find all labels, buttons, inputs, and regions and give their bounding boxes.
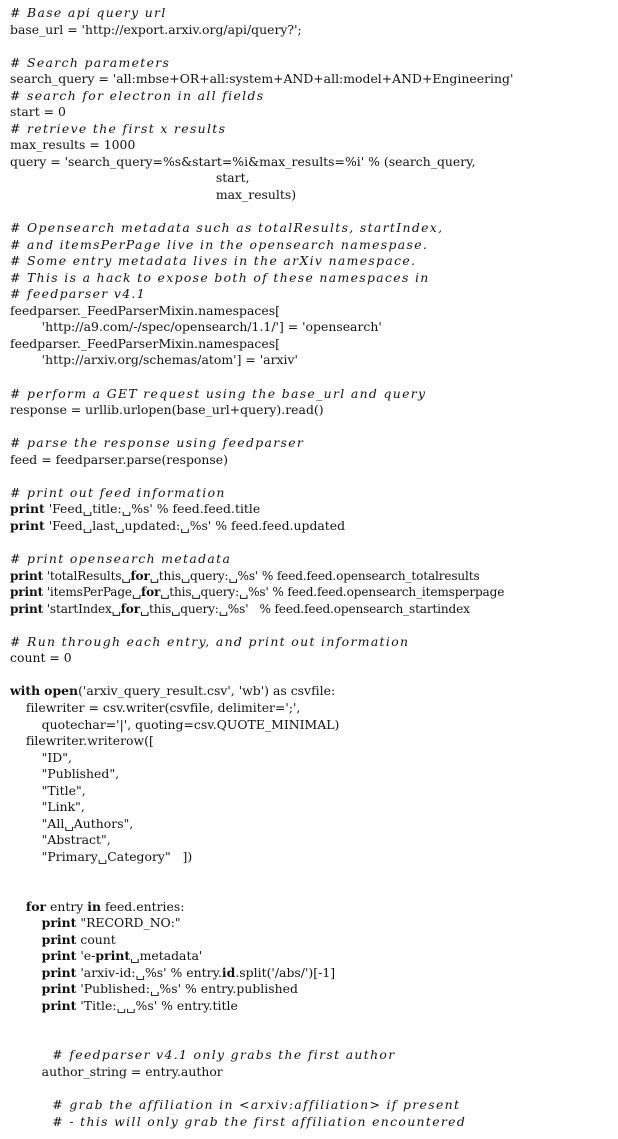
code-line (10, 38, 614, 55)
code-line: author_string = entry.author (10, 1064, 223, 1079)
keyword: print (41, 915, 77, 931)
code-line: 'http://arxiv.org/schemas/atom'] = 'arxiv' (10, 352, 298, 368)
code-listing (10, 5, 614, 1130)
keyword: print (41, 931, 77, 947)
code-line: start = 0 (10, 104, 66, 120)
keyword: print (41, 964, 77, 980)
code-line: print 'startIndex␣for␣this␣query:␣%s' % feed.feed.opensearch_startindex (10, 601, 470, 616)
code-line: 'http://a9.com/-/spec/opensearch/1.1/'] = 'opensearch' (10, 319, 382, 335)
keyword: print (10, 601, 44, 616)
keyword: for (120, 601, 140, 616)
code-line: feedparser._FeedParserMixin.namespaces[ (10, 302, 280, 318)
code-line: "Published", (10, 766, 120, 782)
code-line: "Title", (10, 782, 86, 798)
code-line: print 'Published:␣%s' % entry.published (41, 981, 298, 997)
keyword: print (95, 948, 131, 964)
code-line: "Primary␣Category" ]) (10, 848, 193, 864)
code-line: response = urllib.urlopen(base_url+query).read() (10, 402, 324, 418)
code-line (10, 468, 614, 485)
code-line: base_url = 'http://export.arxiv.org/api/query?'; (10, 21, 302, 37)
code-line: # Opensearch metadata such as totalResults, startIndex, (10, 220, 444, 236)
code-line: filewriter.writerow([ (10, 733, 154, 749)
code-line: # perform a GET request using the base_url and query (10, 385, 427, 401)
code-line: # print out feed information (10, 484, 226, 500)
code-line: query = 'search_query=%s&start=%i&max_results=%i' % (search_query, (10, 153, 476, 169)
keyword: print (10, 568, 44, 583)
code-line: # Some entry metadata lives in the arXiv namespace. (10, 253, 417, 269)
code-line: filewriter = csv.writer(csvfile, delimiter=';', (10, 699, 301, 715)
keyword: print (10, 517, 45, 533)
code-line: # Search parameters (10, 54, 171, 70)
code-line: count = 0 (10, 650, 72, 666)
code-line: print 'Feed␣last␣updated:␣%s' % feed.feed.updated (10, 517, 346, 533)
keyword: print (10, 585, 44, 600)
code-line: # Run through each entry, and print out information (10, 633, 410, 649)
code-line (10, 535, 614, 552)
code-line (10, 1031, 614, 1048)
keyword: for (130, 568, 150, 583)
code-line: search_query = 'all:mbse+OR+all:system+AND+all:model+AND+Engineering' (10, 71, 514, 87)
code-line: print 'totalResults␣for␣this␣query:␣%s' % feed.feed.opensearch_totalresults (10, 568, 480, 583)
keyword: with (10, 683, 41, 699)
code-line: # retrieve the first x results (10, 120, 227, 136)
code-line: "All␣Authors", (10, 815, 134, 831)
code-line: # and itemsPerPage live in the opensearch namespase. (10, 236, 429, 252)
code-line: with open('arxiv_query_result.csv', 'wb') as csvfile: (10, 683, 336, 699)
code-line: feedparser._FeedParserMixin.namespaces[ (10, 335, 280, 351)
code-line (10, 882, 614, 899)
code-line: for entry in feed.entries: (25, 898, 185, 914)
code-line (10, 419, 614, 436)
code-line: print "RECORD_NO:" (41, 915, 181, 931)
code-line: # grab the affiliation in <arxiv:affiliation> if present (10, 1097, 461, 1113)
code-line: # search for electron in all fields (10, 87, 265, 103)
keyword: for (25, 898, 47, 914)
code-line: print count (41, 931, 116, 947)
code-line: "Abstract", (10, 832, 111, 848)
code-line (10, 617, 614, 634)
code-line: print 'Feed␣title:␣%s' % feed.feed.title (10, 501, 261, 517)
code-line (10, 369, 614, 386)
code-line: quotechar='|', quoting=csv.QUOTE_MINIMAL) (10, 716, 340, 732)
code-line: print 'arxiv-id:␣%s' % entry.id.split('/abs/')[-1] (41, 964, 336, 980)
code-line: "Link", (10, 799, 85, 815)
code-line: "ID", (10, 749, 72, 765)
code-line: print 'itemsPerPage␣for␣this␣query:␣%s' % feed.feed.opensearch_itemsperpage (10, 585, 505, 600)
keyword: in (87, 898, 102, 914)
keyword: print (41, 981, 77, 997)
code-line: # feedparser v4.1 (10, 286, 146, 302)
keyword: id (221, 964, 236, 980)
code-line (10, 1014, 614, 1031)
keyword: print (10, 501, 45, 517)
code-line: max_results = 1000 (10, 137, 136, 153)
keyword: print (41, 948, 77, 964)
code-line: print 'Title:␣␣%s' % entry.title (41, 997, 238, 1013)
code-line (10, 204, 614, 221)
code-line: # Base api query url (10, 5, 167, 20)
code-line (10, 1081, 614, 1098)
code-line: # parse the response using feedparser (10, 435, 305, 451)
code-line: # feedparser v4.1 only grabs the first author (10, 1047, 396, 1063)
keyword: open (44, 683, 79, 699)
code-line: feed = feedparser.parse(response) (10, 451, 228, 467)
code-line: max_results) (10, 187, 297, 203)
code-line: print 'e-print␣metadata' (41, 948, 203, 964)
code-line: # print opensearch metadata (10, 551, 232, 567)
code-line: # - this will only grab the first affiliation encountered (10, 1113, 467, 1129)
code-line (10, 667, 614, 684)
keyword: print (41, 997, 77, 1013)
code-line: # This is a hack to expose both of these namespaces in (10, 269, 430, 285)
code-line (10, 865, 614, 882)
code-line: start, (10, 170, 250, 186)
keyword: for (141, 585, 161, 600)
